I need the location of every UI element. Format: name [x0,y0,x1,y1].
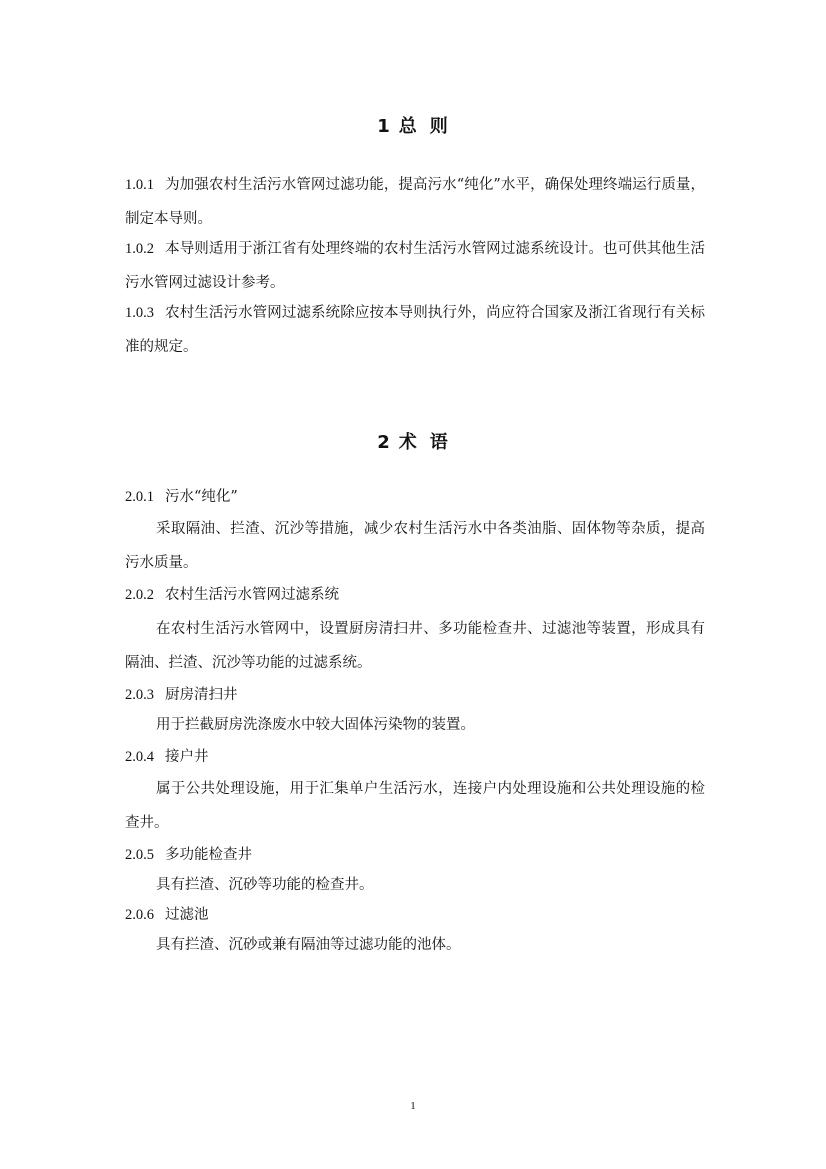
section-2-title-char-2: 语 [429,432,449,453]
term-name: 接户井 [165,749,209,765]
term-2-0-3-definition: 用于拦截厨房洗涤废水中较大固体污染物的装置。 [156,717,475,733]
term-2-0-4-heading [125,740,705,774]
term-2-0-5-definition: 具有拦渣、沉砂等功能的检查井。 [156,877,374,893]
clause-number: 1.0.1 [125,177,154,193]
term-2-0-2-definition: 在农村生活污水管网中，设置厨房清扫井、多功能检查井、过滤池等装置，形成具有隔油、拦渣、沉沙等功能的过滤系统。 [125,621,705,671]
term-number: 2.0.2 [125,587,154,603]
clause-number: 1.0.3 [125,305,154,321]
term-number: 2.0.4 [125,749,154,765]
section-1-number: 1 [377,116,391,137]
term-2-0-1-heading [125,480,705,514]
term-2-0-4-definition: 属于公共处理设施，用于汇集单户生活污水，连接户内处理设施和公共处理设施的检查井。 [125,781,705,831]
clause-text: 为加强农村生活污水管网过滤功能，提高污水“纯化”水平，确保处理终端运行质量，制定本导则。 [125,177,705,227]
section-2-heading [0,428,826,454]
section-2-number: 2 [377,432,391,453]
clause-1-0-1 [125,168,705,236]
clause-number: 1.0.2 [125,241,154,257]
term-name: 过滤池 [165,907,209,923]
section-1-heading [0,112,826,138]
term-name: 农村生活污水管网过滤系统 [165,587,339,603]
term-2-0-5-heading [125,838,705,872]
term-name: 多功能检查井 [165,847,252,863]
clause-text: 农村生活污水管网过滤系统除应按本导则执行外，尚应符合国家及浙江省现行有关标准的规定。 [125,305,705,355]
section-1-title-char-1: 总 [398,116,418,137]
section-2-title-char-1: 术 [398,432,418,453]
clause-text: 本导则适用于浙江省有处理终端的农村生活污水管网过滤系统设计。也可供其他生活污水管网过滤设计参考。 [125,241,705,291]
term-number: 2.0.3 [125,687,154,703]
clause-1-0-3 [125,296,705,364]
page-number: 1 [410,1100,416,1112]
term-2-0-1-definition: 采取隔油、拦渣、沉沙等措施，减少农村生活污水中各类油脂、固体物等杂质，提高污水质量。 [125,521,705,571]
term-number: 2.0.1 [125,489,154,505]
term-2-0-2-heading [125,578,705,612]
term-2-0-3-heading [125,678,705,712]
term-name: 污水“纯化” [165,489,238,505]
clause-1-0-2 [125,232,705,300]
term-2-0-6-definition: 具有拦渣、沉砂或兼有隔油等过滤功能的池体。 [156,937,461,953]
term-number: 2.0.6 [125,907,154,923]
section-1-title-char-2: 则 [429,116,449,137]
term-name: 厨房清扫井 [165,687,238,703]
term-number: 2.0.5 [125,847,154,863]
term-2-0-6-heading [125,898,705,932]
